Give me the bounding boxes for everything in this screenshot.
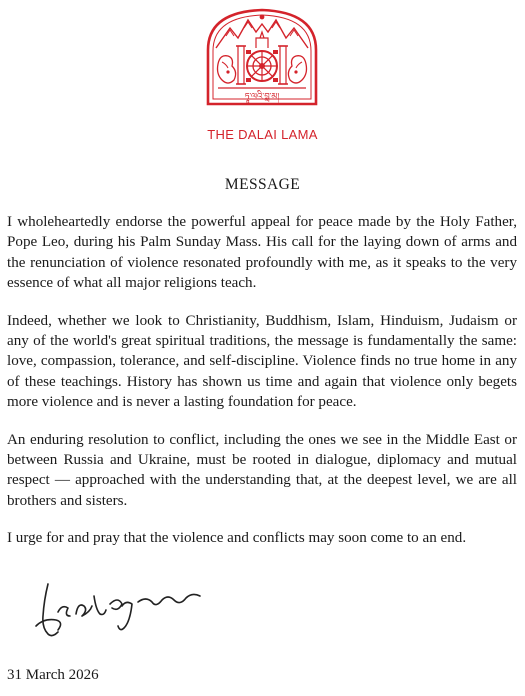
letter-body xyxy=(7,212,517,566)
letter-date: 31 March 2026 xyxy=(7,667,99,683)
letter-paragraph: Indeed, whether we look to Christianity, Buddhism, Islam, Hinduism, Judaism or any of the world's great spiritual traditions, the message is fundamentally the same: love, compassion, tolerance, and self-discipline. Violence finds no true home in any of these teachings. History has shown us time and again that violence only begets more violence and is never a lasting foundation for peace. xyxy=(7,312,517,411)
signature xyxy=(34,582,204,640)
seal-logo xyxy=(204,6,320,110)
letter-paragraph: I wholeheartedly endorse the powerful appeal for peace made by the Holy Father, Pope Leo, during his Palm Sunday Mass. His call for the laying down of arms and the renunciation of violence resonated profoundly with me, as it speaks to the very essence of what all major religions teach. xyxy=(7,214,517,292)
letter-paragraph: I urge for and pray that the violence and conflicts may soon come to an end. xyxy=(7,530,467,547)
letter-paragraph: An enduring resolution to conflict, including the ones we see in the Middle East or between Russia and Ukraine, must be rooted in dialogue, diplomacy and mutual respect — approached with the understanding that, at the deepest level, we are all brothers and sisters. xyxy=(7,431,517,509)
seal-script-text: ཏཱ་ལའི་བླ་མ། xyxy=(244,92,280,102)
org-name: THE DALAI LAMA xyxy=(207,127,318,142)
handwritten-signature-icon xyxy=(34,582,204,640)
letter-title: MESSAGE xyxy=(224,176,301,193)
dalai-lama-seal-icon xyxy=(204,6,320,110)
